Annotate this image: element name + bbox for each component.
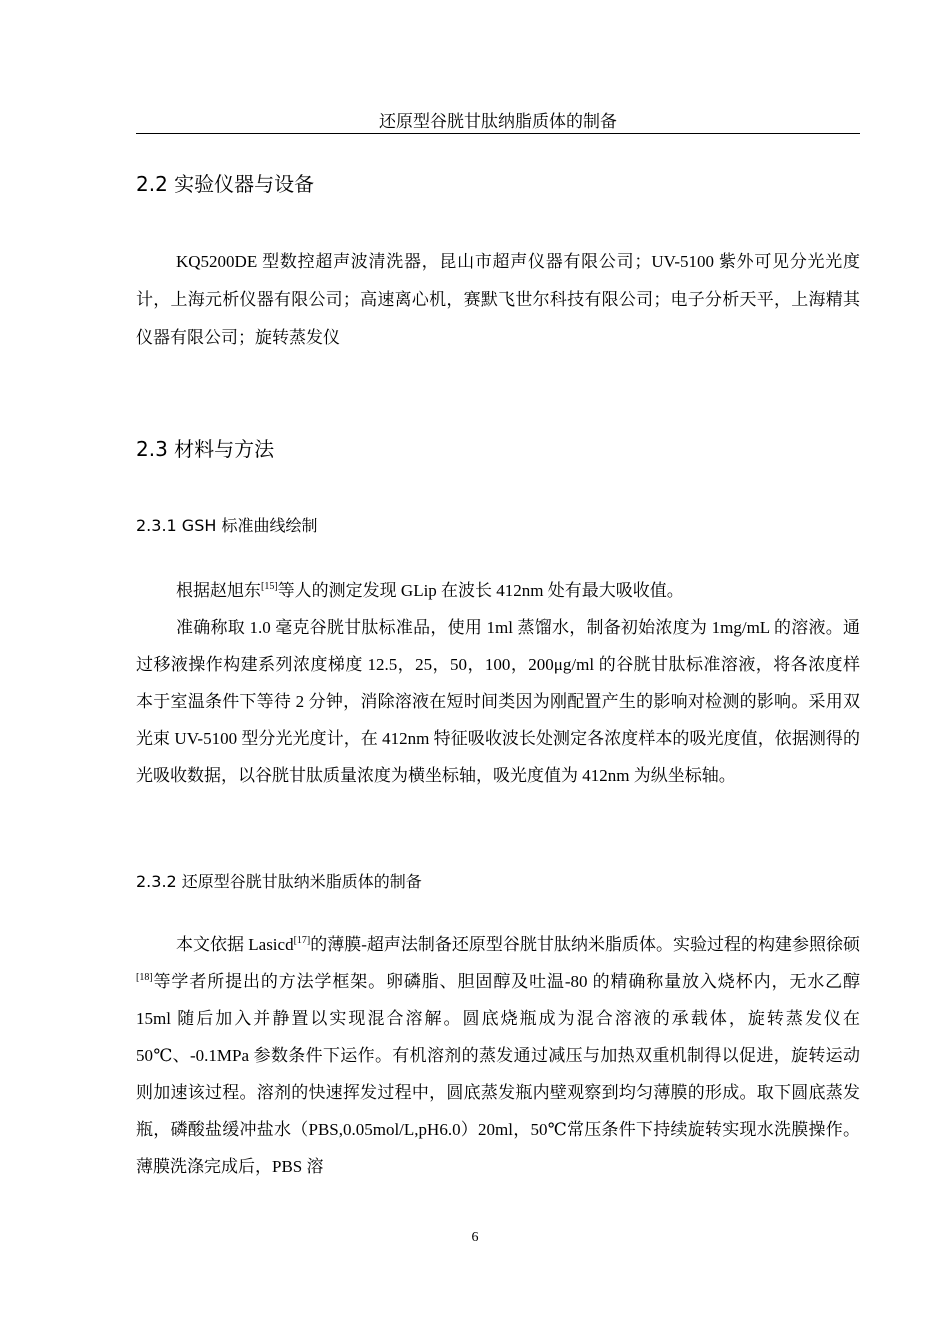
header-rule [136,133,860,134]
section-2-3-heading: 2.3 材料与方法 [136,437,275,461]
liposome-preparation-paragraph [136,926,860,1185]
section-2-3-1-heading: 2.3.1 GSH 标准曲线绘制 [136,516,318,535]
citation-ref: [17] [293,935,311,946]
paragraph-text: 等学者所提出的方法学框架。卵磷脂、胆固醇及吐温-80 的精确称量放入烧杯内，无水乙醇 15ml 随后加入并静置以实现混合溶解。圆底烧瓶成为混合溶液的承载体，旋转蒸发仪在 50℃、-0.1MPa 参数条件下运作。有机溶剂的蒸发通过减压与加热双重机制得以促进，旋转运动则加速该过程。溶剂的快速挥发过程中，圆底蒸发瓶内壁观察到均匀薄膜的形成。取下圆底蒸发瓶，磷酸盐缓冲盐水（PBS,0.05mol/L,pH6.0）20ml，50℃常压条件下持续旋转实现水洗膜操作。薄膜洗涤完成后，PBS 溶 [136,972,860,1176]
running-header: 还原型谷胱甘肽纳脂质体的制备 [379,112,617,131]
citation-ref: [18] [136,972,153,983]
standard-curve-paragraph: 准确称取 1.0 毫克谷胱甘肽标准品，使用 1ml 蒸馏水，制备初始浓度为 1mg/mL 的溶液。通过移液操作构建系列浓度梯度 12.5，25，50，100，200μg/ml 的谷胱甘肽标准溶液，将各浓度样本于室温条件下等待 2 分钟，消除溶液在短时间类因为刚配置产生的影响对检测的影响。采用双光束 UV-5100 型分光光度计，在 412nm 特征吸收波长处测定各浓度样本的吸光度值，依据测得的光吸收数据，以谷胱甘肽质量浓度为横坐标轴，吸光度值为 412nm 为纵坐标轴。 [136,618,860,785]
section-2-2-heading: 2.2 实验仪器与设备 [136,172,315,196]
page-number: 6 [471,1230,479,1245]
gsh-finding-paragraph [136,572,860,609]
paragraph-text: 的薄膜-超声法制备还原型谷胱甘肽纳米脂质体。实验过程的构建参照徐硕 [310,935,860,954]
citation-ref: [15] [261,581,278,592]
paragraph-text: 等人的测定发现 GLip 在波长 412nm 处有最大吸收值。 [277,581,684,600]
section-2-2-paragraph: KQ5200DE 型数控超声波清洗器，昆山市超声仪器有限公司；UV-5100 紫外可见分光光度计，上海元析仪器有限公司；高速离心机，赛默飞世尔科技有限公司；电子分析天平，上海精其仪器有限公司；旋转蒸发仪 [136,252,860,347]
paragraph-text: 本文依据 Lasicd [176,935,294,954]
paragraph-text: 根据赵旭东 [176,581,261,600]
section-2-3-2-heading: 2.3.2 还原型谷胱甘肽纳米脂质体的制备 [136,872,422,891]
